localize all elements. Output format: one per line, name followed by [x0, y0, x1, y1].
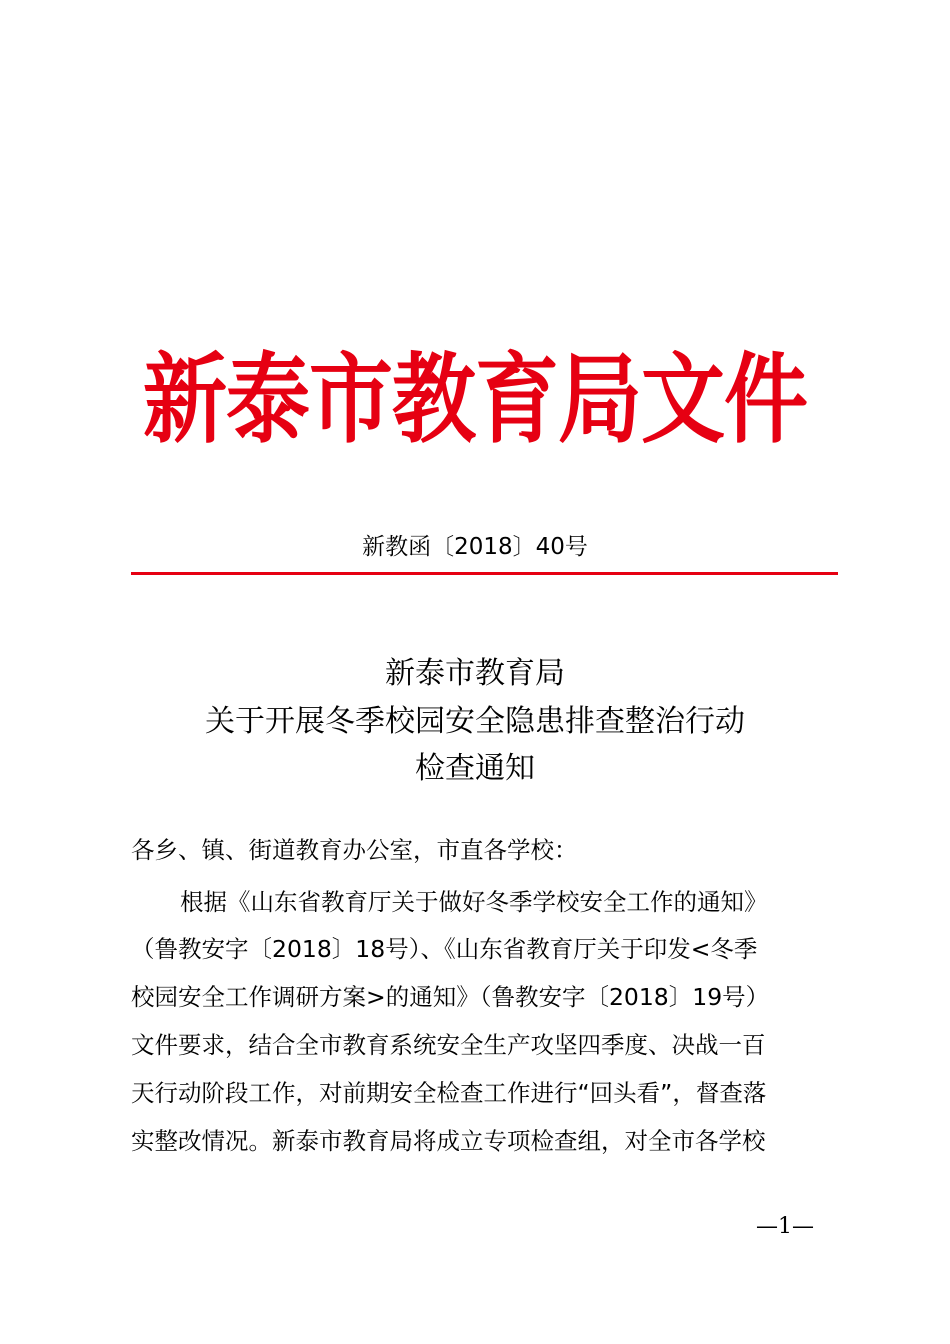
salutation: 各乡、镇、街道教育办公室，市直各学校：	[131, 836, 578, 864]
document-title-line-1: 新泰市教育局	[385, 656, 565, 691]
document-title-line-2: 关于开展冬季校园安全隐患排查整治行动	[205, 704, 745, 739]
body-text-line: 文件要求，结合全市教育系统安全生产攻坚四季度、决战一百	[131, 1031, 766, 1059]
page-number: —1—	[756, 1214, 814, 1239]
red-divider-line	[131, 572, 838, 575]
body-text-line: 实整改情况。新泰市教育局将成立专项检查组，对全市各学校	[131, 1127, 766, 1155]
body-text-line: 校园安全工作调研方案>的通知》（鲁教安字〔2018〕19号）	[131, 983, 770, 1011]
document-header-title: 新泰市教育局文件	[142, 343, 807, 457]
body-text-line: 根据《山东省教育厅关于做好冬季学校安全工作的通知》	[180, 888, 768, 916]
body-text-line: 天行动阶段工作，对前期安全检查工作进行“回头看”，督查落	[131, 1079, 767, 1107]
body-text-line: （鲁教安字〔2018〕18号）、《山东省教育厅关于印发<冬季	[131, 935, 758, 963]
document-title-line-3: 检查通知	[415, 751, 535, 786]
document-number: 新教函〔2018〕40号	[362, 534, 588, 560]
